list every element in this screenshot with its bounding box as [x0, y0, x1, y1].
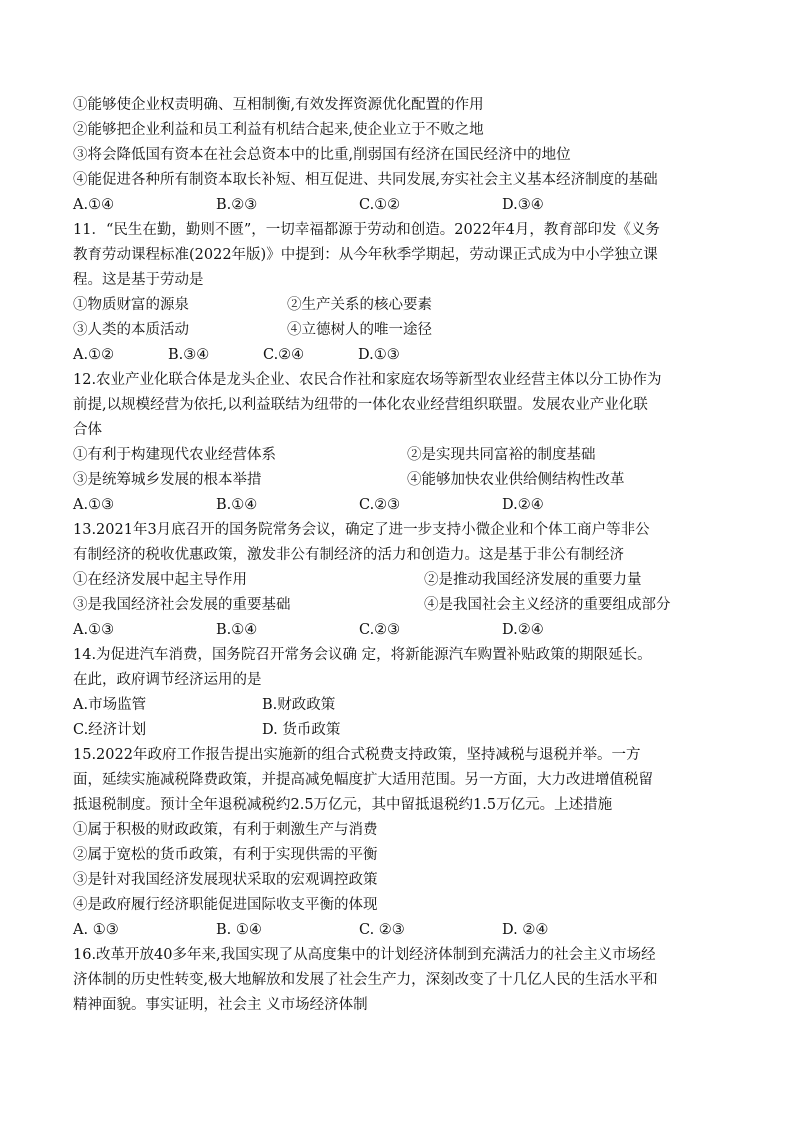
q14-stem-line-1: 14.为促进汽车消费，国务院召开常务会议确 定，将新能源汽车购置补贴政策的期限延长。 [73, 647, 652, 663]
q11-option-row-2 [73, 318, 753, 343]
q11-answer-d: D.①③ [358, 347, 400, 363]
q13-answer-d: D.②④ [502, 622, 544, 638]
q10-option-1: ①能够使企业权责明确、互相制衡,有效发挥资源优化配置的作用 [73, 97, 484, 113]
q15-stem-line-1: 15.2022年政府工作报告提出实施新的组合式税费支持政策，坚持减税与退税并举。一方 [73, 747, 641, 763]
q15-option-4: ④是政府履行经济职能促进国际收支平衡的体现 [73, 897, 378, 913]
q16-stem-line-2: 济体制的历史性转变,极大地解放和发展了社会生产力，深刻改变了十几亿人民的生活水平和 [73, 972, 658, 988]
q12-answer-a: A.①③ [73, 497, 115, 513]
q12-stem-line-2: 前提,以规模经营为依托,以利益联结为纽带的一体化农业经营组织联盟。发展农业产业化联 [73, 397, 648, 413]
q12-option-4: ④能够加快农业供给侧结构性改革 [407, 472, 625, 488]
q11-answer-a: A.①② [73, 347, 115, 363]
q16-stem-line-1: 16.改革开放40多年来,我国实现了从高度集中的计划经济体制到充满活力的社会主义市场经 [73, 947, 656, 963]
q11-stem-line-3: 程。这是基于劳动是 [73, 272, 204, 288]
q13-stem-line-2: 有制经济的税收优惠政策，激发非公有制经济的活力和创造力。这是基于非公有制经济 [73, 547, 624, 563]
q10-answer-row [73, 193, 753, 218]
q12-option-2: ②是实现共同富裕的制度基础 [407, 447, 596, 463]
q13-option-4: ④是我国社会主义经济的重要组成部分 [424, 597, 671, 613]
q14-answer-c: C.经济计划 [73, 722, 147, 738]
q10-answer-c: C.①② [359, 197, 401, 213]
q15-answer-row [73, 918, 753, 943]
q11-answer-b: B.③④ [168, 347, 210, 363]
q15-option-2: ②属于宽松的货币政策，有利于实现供需的平衡 [73, 847, 378, 863]
q13-option-1: ①在经济发展中起主导作用 [73, 572, 247, 588]
q14-answer-b: B.财政政策 [262, 697, 336, 713]
q12-answer-c: C.②③ [359, 497, 401, 513]
q10-option-2: ②能够把企业利益和员工利益有机结合起来,使企业立于不败之地 [73, 122, 484, 138]
q14-option-row-1 [73, 693, 753, 718]
q10-answer-b: B.②③ [216, 197, 258, 213]
q15-answer-a: A. ①③ [73, 922, 119, 938]
q14-answer-d: D. 货币政策 [262, 722, 341, 738]
q11-answer-row [73, 343, 753, 368]
q14-stem-line-2: 在此，政府调节经济运用的是 [73, 672, 262, 688]
q15-stem-line-3: 抵退税制度。预计全年退税减税约2.5万亿元，其中留抵退税约1.5万亿元。上述措施 [73, 797, 613, 813]
q16-stem-line-3: 精神面貌。事实证明，社会主 义市场经济体制 [73, 997, 368, 1013]
q10-option-3: ③将会降低国有资本在社会总资本中的比重,削弱国有经济在国民经济中的地位 [73, 147, 571, 163]
q15-option-1: ①属于积极的财政政策，有利于刺激生产与消费 [73, 822, 378, 838]
q11-option-row-1 [73, 293, 753, 318]
q11-stem-line-2: 教育劳动课程标准(2022年版)》中提到：从今年秋季学期起，劳动课正式成为中小学独立课 [73, 247, 658, 263]
q13-option-2: ②是推动我国经济发展的重要力量 [424, 572, 642, 588]
q13-answer-a: A.①③ [73, 622, 115, 638]
q13-option-row-2 [73, 593, 753, 618]
q12-option-3: ③是统筹城乡发展的根本举措 [73, 472, 262, 488]
q15-answer-d: D. ②④ [502, 922, 549, 938]
q10-option-4: ④能促进各种所有制资本取长补短、相互促进、共同发展,夯实社会主义基本经济制度的基础 [73, 172, 658, 188]
q15-option-3: ③是针对我国经济发展现状采取的宏观调控政策 [73, 872, 378, 888]
q15-answer-c: C. ②③ [359, 922, 405, 938]
q13-option-row-1 [73, 568, 753, 593]
q10-answer-a: A.①④ [73, 197, 115, 213]
q13-answer-row [73, 618, 753, 643]
q13-answer-c: C.②③ [359, 622, 401, 638]
q15-stem-line-2: 面，延续实施减税降费政策，并提高减免幅度扩大适用范围。另一方面，大力改进增值税留 [73, 772, 653, 788]
q11-option-1: ①物质财富的源泉 [73, 297, 189, 313]
q15-answer-b: B. ①④ [216, 922, 262, 938]
q12-option-row-2 [73, 468, 753, 493]
q12-answer-b: B.①④ [216, 497, 258, 513]
q11-stem-line-1: 11．“民生在勤，勤则不匮”，一切幸福都源于劳动和创造。2022年4月，教育部印发《义务 [73, 222, 660, 238]
q12-option-1: ①有利于构建现代农业经营体系 [73, 447, 276, 463]
q14-answer-a: A.市场监管 [73, 697, 147, 713]
q11-option-2: ②生产关系的核心要素 [287, 297, 432, 313]
q13-stem-line-1: 13.2021年3月底召开的国务院常务会议，确定了进一步支持小微企业和个体工商户等非公 [73, 522, 650, 538]
q10-answer-d: D.③④ [502, 197, 544, 213]
q11-option-3: ③人类的本质活动 [73, 322, 189, 338]
q11-option-4: ④立德树人的唯一途径 [287, 322, 432, 338]
q12-stem-line-1: 12.农业产业化联合体是龙头企业、农民合作社和家庭农场等新型农业经营主体以分工协作为 [73, 372, 662, 388]
q13-answer-b: B.①④ [216, 622, 258, 638]
q11-answer-c: C.②④ [263, 347, 305, 363]
q12-answer-row [73, 493, 753, 518]
q14-option-row-2 [73, 718, 753, 743]
q12-option-row-1 [73, 443, 753, 468]
q13-option-3: ③是我国经济社会发展的重要基础 [73, 597, 291, 613]
q12-stem-line-3: 合体 [73, 422, 102, 438]
q12-answer-d: D.②④ [502, 497, 544, 513]
